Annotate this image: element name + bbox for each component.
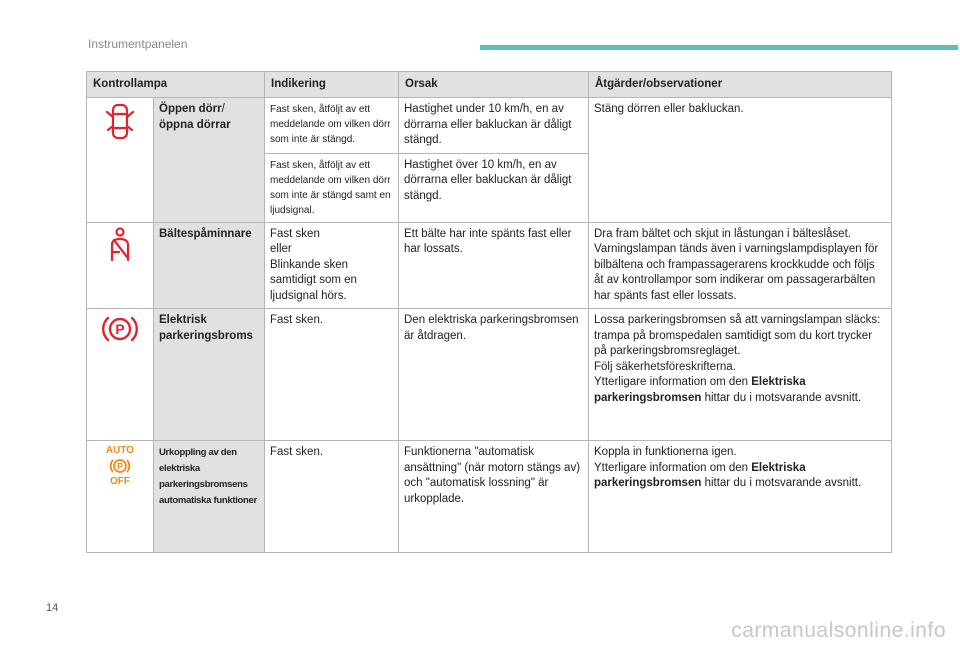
door-cause-2: Hastighet över 10 km/h, en av dörrarna eller bakluckan är dåligt stängd.: [399, 153, 589, 222]
col-header-atgarder: Åtgärder/observationer: [589, 72, 892, 98]
auto-off-light-name: Urkoppling av den elektriska parkeringsbromsens automatiska funktioner: [154, 441, 265, 553]
parking-brake-auto-off-icon: [106, 445, 134, 487]
parking-brake-light-name: Elektrisk parkeringsbroms: [154, 309, 265, 441]
auto-label: AUTO: [105, 445, 135, 456]
auto-off-indication: Fast sken.: [265, 441, 399, 553]
door-open-icon: [105, 102, 135, 142]
seatbelt-cause: Ett bälte har inte spänts fast eller har lossats.: [399, 222, 589, 309]
page-number: 14: [46, 602, 59, 614]
table-header-row: [87, 72, 892, 98]
door-action: Stäng dörren eller bakluckan.: [589, 98, 892, 223]
auto-off-action: Koppla in funktionerna igen. Ytterligare information om den Elektriska parkeringsbromsen hittar du i motsvarande avsnitt.: [589, 441, 892, 553]
door-cause-1: Hastighet under 10 km/h, en av dörrarna eller bakluckan är dåligt stängd.: [399, 98, 589, 154]
parking-brake-icon: [100, 313, 140, 345]
table-row-door: [87, 98, 892, 154]
col-header-orsak: Orsak: [399, 72, 589, 98]
parking-brake-indication: Fast sken.: [265, 309, 399, 441]
icon-cell: [87, 441, 154, 553]
door-indication-1: Fast sken, åtföljt av ett meddelande om vilken dörr som inte är stängd.: [265, 98, 399, 154]
off-label: OFF: [110, 476, 130, 487]
table-row-seatbelt: [87, 222, 892, 309]
door-indication-2: Fast sken, åtföljt av ett meddelande om vilken dörr som inte är stängd samt en ljudsignal.: [265, 153, 399, 222]
icon-cell: [87, 98, 154, 223]
table-row-auto-off: [87, 441, 892, 553]
section-title: Instrumentpanelen: [88, 37, 188, 51]
parking-brake-ring-icon: [109, 457, 131, 475]
header-accent-bar: [480, 45, 958, 50]
icon-cell: [87, 309, 154, 441]
col-header-indikering: Indikering: [265, 72, 399, 98]
parking-brake-action: Lossa parkeringsbromsen så att varningslampan släcks: trampa på bromspedalen samtidigt som du kort trycker på parkeringsbromsreglaget. Följ säkerhetsföreskrifterna. Ytterligare information om den Elektriska parkeringsbromsen hittar du i motsvarande avsnitt.: [589, 309, 892, 441]
icon-cell: [87, 222, 154, 309]
door-light-name: Öppen dörr/ öppna dörrar: [154, 98, 265, 223]
parking-brake-cause: Den elektriska parkeringsbromsen är åtdragen.: [399, 309, 589, 441]
seatbelt-indication: Fast sken eller Blinkande sken samtidigt som en ljudsignal hörs.: [265, 222, 399, 309]
col-header-kontrollampa: Kontrollampa: [87, 72, 265, 98]
parking-brake-letter: P: [115, 321, 125, 337]
table-row-parking-brake: [87, 309, 892, 441]
seatbelt-action: Dra fram bältet och skjut in låstungan i bälteslåset. Varningslampan tänds även i varningslampdisplayen för bilbältena och frampassagerarens krockkudde och följs åt av kontrollampor som indikerar om passagerarbälten har spänts fast eller lossats.: [589, 222, 892, 309]
auto-off-letter: P: [116, 461, 124, 472]
seatbelt-icon: [105, 227, 135, 263]
auto-off-cause: Funktionerna "automatisk ansättning" (när motorn stängs av) och "automatisk lossning" är urkopplade.: [399, 441, 589, 553]
warning-lights-table: [86, 71, 892, 553]
seatbelt-light-name: Bältespåminnare: [154, 222, 265, 309]
watermark: carmanualsonline.info: [731, 619, 946, 642]
